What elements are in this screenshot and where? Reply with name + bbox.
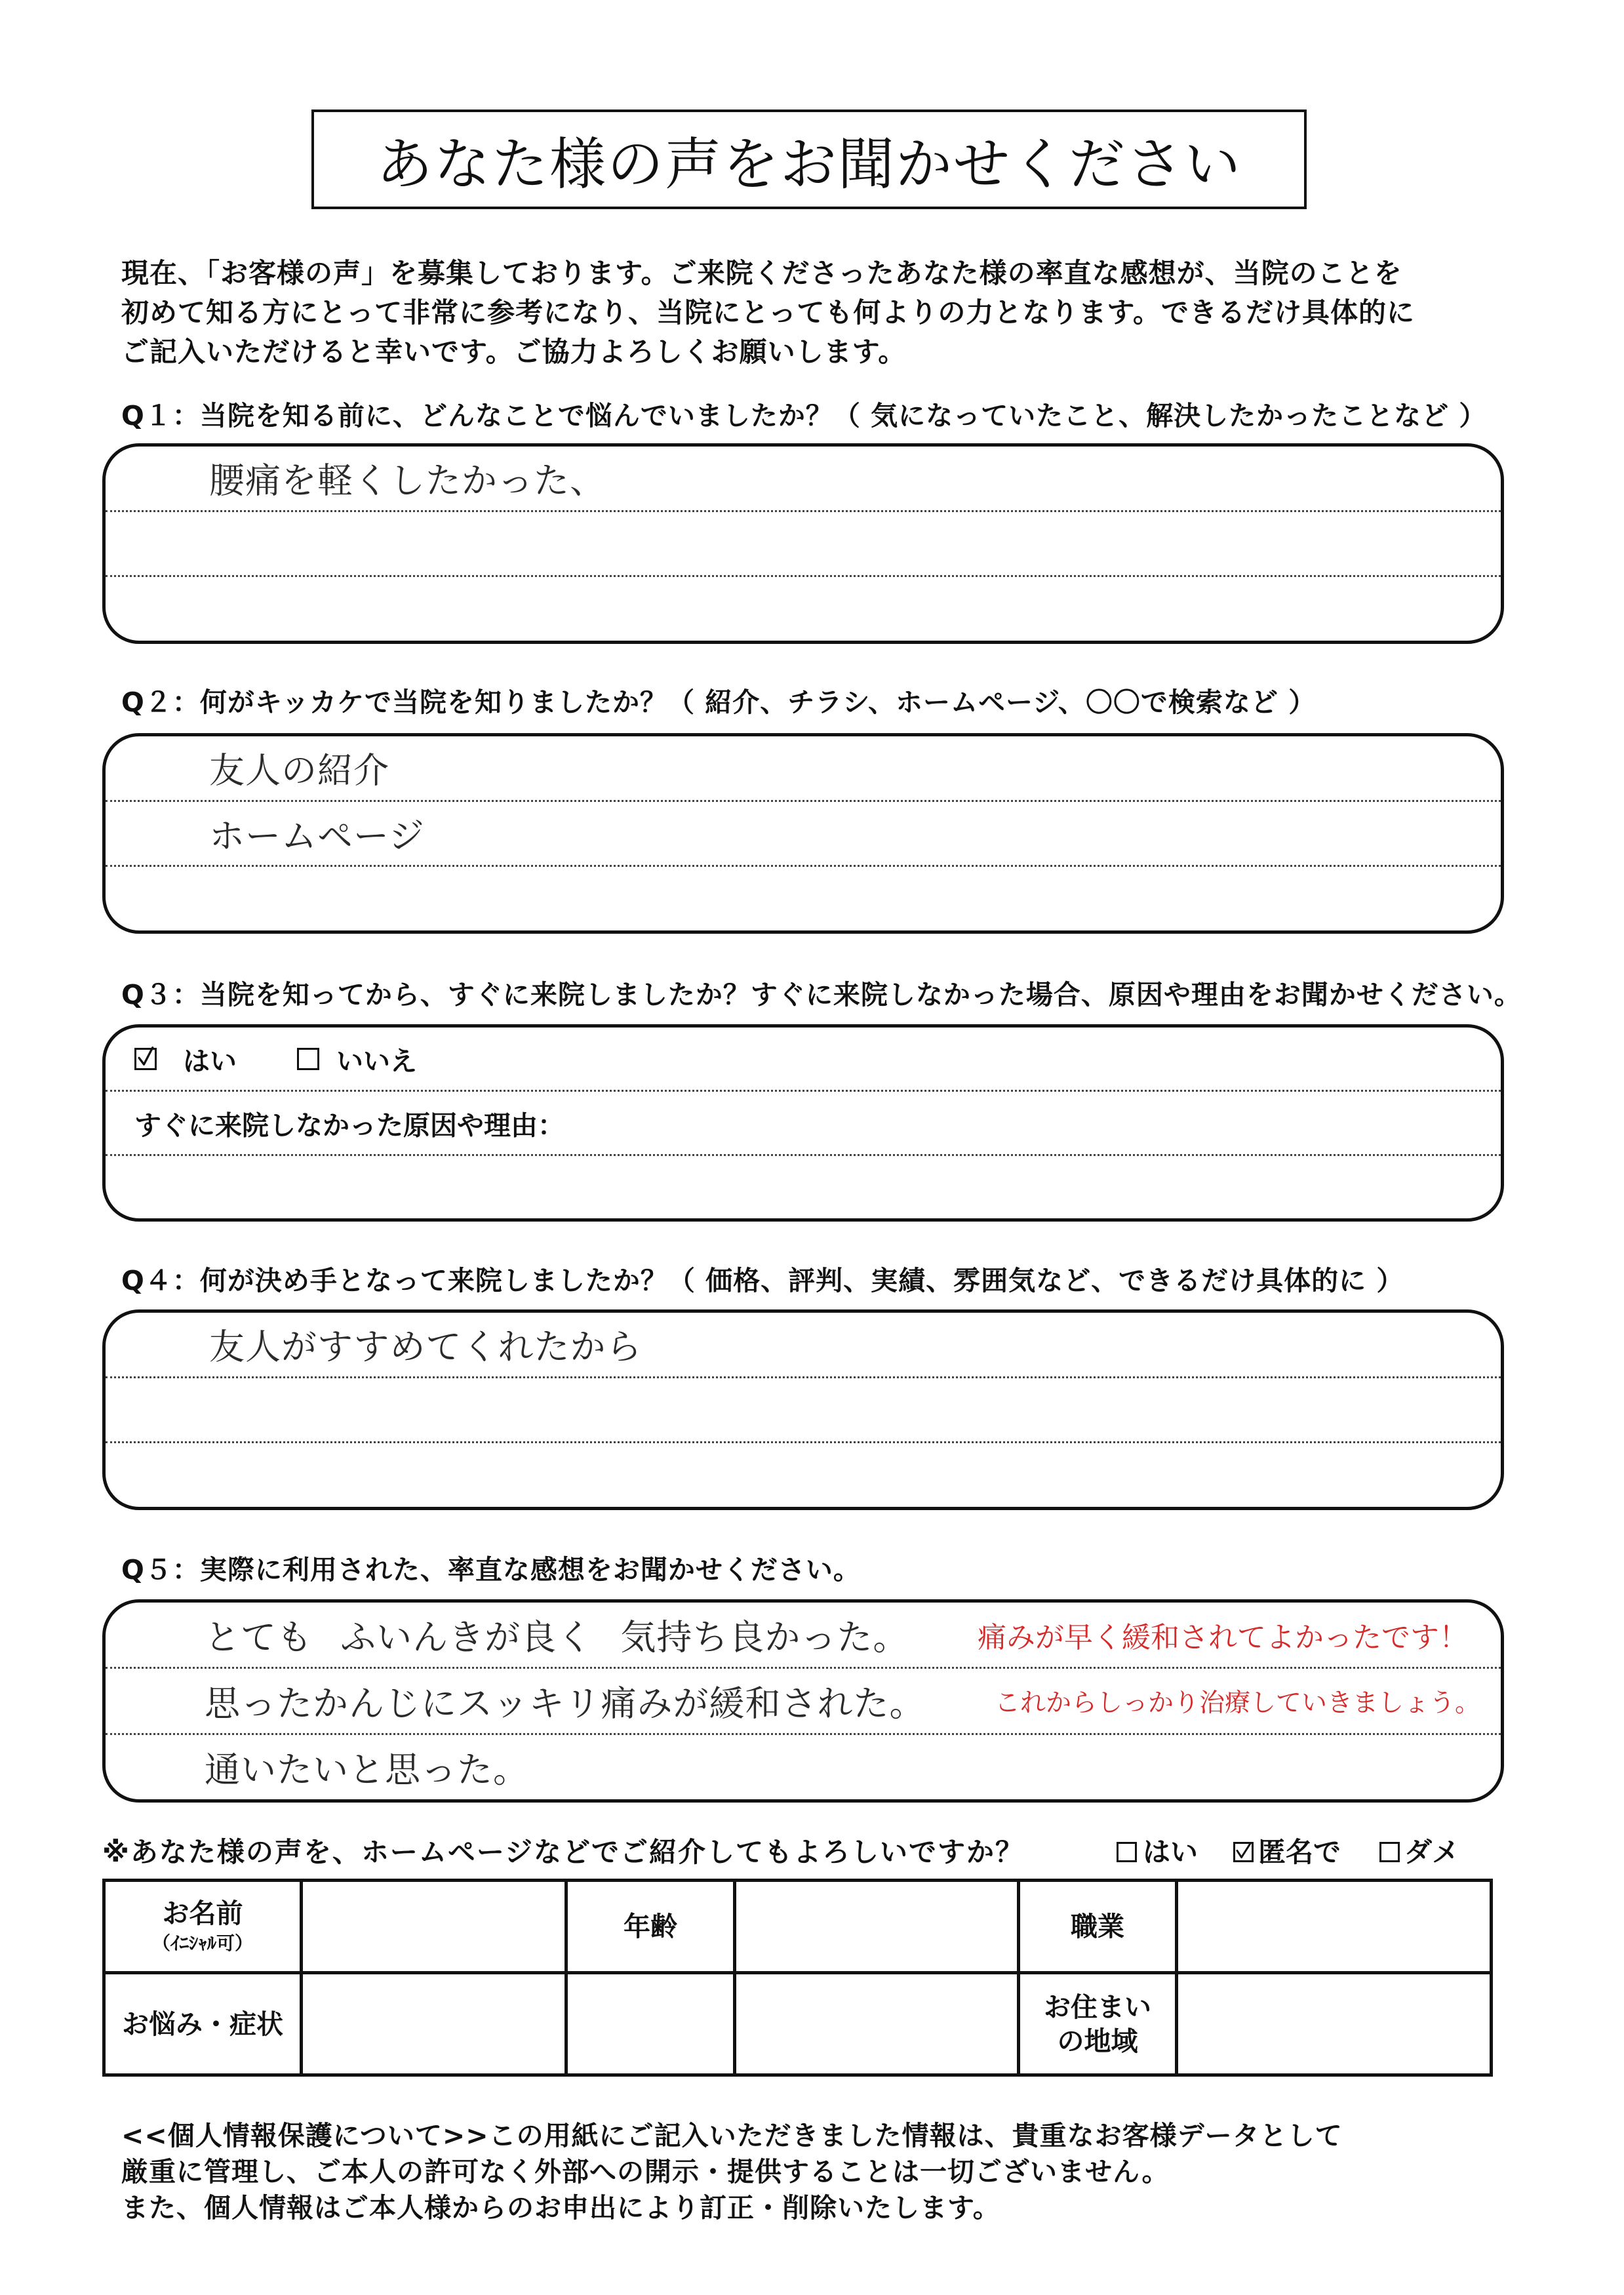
consent-no-label: ダメ (1404, 1836, 1460, 1868)
area-field[interactable] (1177, 1973, 1492, 2075)
privacy-line: 厳重に管理し、ご本人の許可なく外部への開示・提供することは一切ございません。 (121, 2156, 1170, 2187)
answer-row[interactable] (106, 867, 1501, 930)
q3-no-checkbox[interactable] (297, 1048, 319, 1070)
answer-row[interactable] (106, 1313, 1501, 1378)
checkbox[interactable] (297, 1048, 319, 1070)
age-field[interactable] (735, 1881, 1019, 1973)
q4-answer-line: 友人がすすめてくれたから (209, 1326, 643, 1368)
staff-reply-line: 痛みが早く緩和されてよかったです！ (978, 1621, 1468, 1654)
age-label-cell (566, 1881, 735, 1973)
intro-line: 初めて知る方にとって非常に参考になり、当院にとっても何よりの力となります。できるだけ具体的に (121, 296, 1415, 329)
symptoms-field[interactable] (302, 1973, 566, 2075)
page-title: あなた様の声をお聞かせください (376, 132, 1242, 197)
name-field[interactable] (302, 1881, 566, 1973)
empty-cell (735, 1973, 1019, 2075)
intro-line: ご記入いただけると幸いです。ご協力よろしくお願いします。 (121, 336, 907, 368)
publication-consent (0, 1833, 1624, 1872)
privacy-line: また、個人情報はご本人様からのお申出により訂正・削除いたします。 (121, 2192, 1000, 2224)
intro-paragraph (121, 254, 1564, 372)
consent-question: ※あなた様の声を、ホームページなどでご紹介してもよろしいですか？ (102, 1836, 1024, 1868)
occupation-label-cell (1019, 1881, 1177, 1973)
age-label: 年齢 (624, 1911, 677, 1942)
consent-yes-checkbox[interactable] (1117, 1842, 1137, 1862)
area-label-line: お住まい (1044, 1991, 1151, 2023)
answer-row[interactable] (106, 577, 1501, 641)
check-mark-icon (136, 1050, 155, 1068)
occupation-label: 職業 (1071, 1911, 1124, 1942)
q1-answer-line: 腰痛を軽くしたかった、 (209, 460, 606, 502)
q3-label: Q３：当院を知ってから、すぐに来院しましたか？すぐに来院しなかった場合、原因や理由をお聞かせください。 (121, 979, 1522, 1010)
q3-yes-label: はい (183, 1045, 237, 1077)
answer-row[interactable] (106, 512, 1501, 578)
q1-label: Q１：当院を知る前に、どんなことで悩んでいましたか？（ 気になっていたこと、解決したかったことなど ） (121, 400, 1487, 431)
symptoms-label-cell (104, 1973, 302, 2075)
privacy-notice (121, 2118, 1564, 2226)
q2-label: Q２：何がキッカケで当院を知りましたか？（ 紹介、チラシ、ホームページ、〇〇で検索など ） (121, 687, 1317, 718)
name-label-cell (104, 1881, 302, 1973)
consent-anonymous-label: 匿名で (1258, 1836, 1341, 1868)
q3-reason-label: すぐに来院しなかった原因や理由： (134, 1109, 564, 1141)
q1-answer-box[interactable] (102, 443, 1504, 644)
q3-answer-box (102, 1024, 1504, 1222)
area-label-cell (1019, 1973, 1177, 2075)
table-row (104, 1881, 1492, 1973)
intro-line: 現在、「お客様の声」を募集しております。ご来院くださったあなた様の率直な感想が、当院のことを (121, 257, 1402, 289)
occupation-field[interactable] (1177, 1881, 1492, 1973)
q2-answer-line: 友人の紹介 (209, 749, 389, 791)
answer-row[interactable] (106, 1603, 1501, 1669)
q4-answer-box[interactable] (102, 1309, 1504, 1510)
answer-row[interactable] (106, 447, 1501, 512)
consent-anonymous-checkbox[interactable] (1233, 1842, 1254, 1862)
title-box (311, 110, 1307, 209)
empty-cell (566, 1973, 735, 2075)
area-label-line: の地域 (1057, 2025, 1138, 2057)
q5-answer-box[interactable] (102, 1599, 1504, 1803)
consent-yes-label: はい (1143, 1836, 1198, 1868)
name-note: （ｲﾆｼｬﾙ可） (151, 1932, 253, 1954)
q3-yes-checkbox[interactable] (134, 1048, 157, 1070)
answer-row[interactable] (106, 802, 1501, 868)
answer-row[interactable] (106, 1443, 1501, 1507)
q4-label: Q４：何が決め手となって来院しましたか？（ 価格、評判、実績、雰囲気など、できるだけ具体的に ） (121, 1265, 1404, 1296)
symptoms-label: お悩み・症状 (122, 2008, 283, 2040)
q2-answer-box[interactable] (102, 733, 1504, 934)
check-mark-icon (1235, 1844, 1252, 1860)
checkbox[interactable] (134, 1048, 157, 1070)
staff-reply-line: これからしっかり治療していきましょう。 (995, 1688, 1481, 1718)
answer-row[interactable] (106, 1735, 1501, 1799)
q3-reason-row[interactable] (106, 1092, 1501, 1156)
q3-options-row (106, 1028, 1501, 1092)
profile-table (102, 1879, 1493, 2077)
q5-label: Q５：実際に利用された、率直な感想をお聞かせください。 (121, 1554, 861, 1586)
table-row (104, 1973, 1492, 2075)
q3-no-label: いいえ (336, 1045, 417, 1077)
privacy-line: <<個人情報保護について>>この用紙にご記入いただきました情報は、貴重なお客様データとして (121, 2120, 1343, 2151)
q5-answer-line: 通いたいと思った。 (205, 1749, 529, 1791)
q5-answer-line: とても ふいんきが良く 気持ち良かった。 (205, 1616, 909, 1658)
answer-row[interactable] (106, 736, 1501, 802)
answer-row[interactable] (106, 1156, 1501, 1218)
answer-row[interactable] (106, 1669, 1501, 1735)
q2-answer-line: ホームページ (209, 815, 425, 857)
answer-row[interactable] (106, 1378, 1501, 1444)
name-label: お名前 (162, 1898, 243, 1929)
q5-answer-line: 思ったかんじにスッキリ痛みが緩和された。 (205, 1683, 926, 1725)
consent-no-checkbox[interactable] (1379, 1842, 1400, 1862)
